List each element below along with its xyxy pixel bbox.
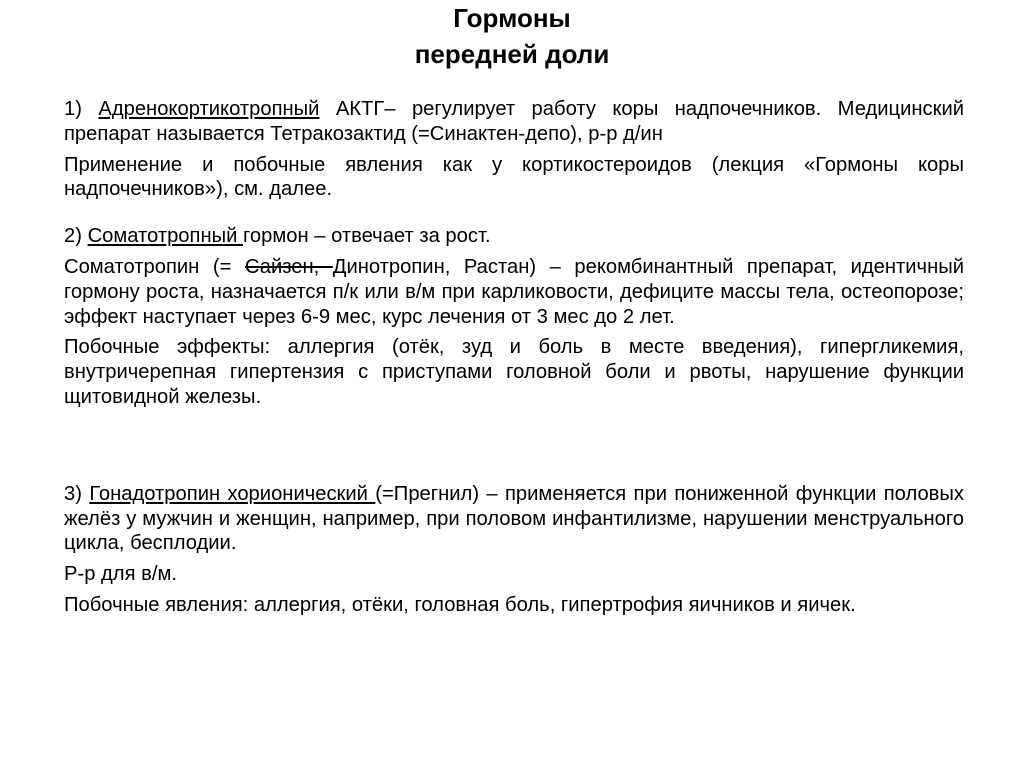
gonadotropin-paragraph <box>64 482 964 556</box>
title-line-2: передней доли <box>414 39 610 69</box>
acth-paragraph <box>64 97 964 147</box>
somatotropin-drug-paragraph <box>64 255 964 329</box>
gonadotropin-description: (=Прегнил) – применяется при пониженной функции половых желёз у мужчин и женщин, например, при половом инфантилизме, нарушении менструального цикла, бесплодии. <box>64 482 965 555</box>
title-line-1: Гормоны <box>453 3 571 33</box>
acth-description: АКТГ– регулирует работу коры надпочечников. Медицинский препарат называется Тетракозактид (=Синактен-депо), р-р д/ин <box>64 98 964 145</box>
slide-title <box>0 0 1024 72</box>
somatotropin-number: 2) <box>64 225 88 248</box>
acth-name: Адренокортикотропный <box>98 98 320 120</box>
somatotropin-struck-drug: Сайзен, <box>244 255 333 278</box>
gonadotropin-number: 3) <box>64 482 90 505</box>
acth-number: 1) <box>64 98 99 120</box>
gonadotropin-side-effects-paragraph: Побочные явления: аллергия, отёки, головная боль, гипертрофия яичников и яичек. <box>64 593 856 616</box>
slide-body <box>64 97 964 618</box>
acth-usage-paragraph: Применение и побочные явления как у кортикостероидов (лекция «Гормоны коры надпочечников»), см. далее. <box>64 153 964 201</box>
somatotropin-side-effects-paragraph: Побочные эффекты: аллергия (отёк, зуд и боль в месте введения), гипергликемия, внутричерепная гипертензия с приступами головной боли и рвоты, нарушение функции щитовидной железы. <box>64 336 964 408</box>
somatotropin-drug-text-a: Соматотропин (= <box>64 255 245 278</box>
gonadotropin-form-paragraph: Р-р для в/м. <box>64 563 177 586</box>
somatotropin-name: Соматотропный <box>87 225 244 248</box>
somatotropin-drug-text-b: Динотропин, Растан) – рекомбинантный препарат, идентичный гормону роста, назначается п/к или в/м при карликовости, дефиците массы тела, остеопорозе; эффект наступает через 6-9 мес, курс лечения от 3 мес до 2 лет. <box>64 255 965 328</box>
somatotropin-heading-paragraph <box>64 224 964 249</box>
gonadotropin-name: Гонадотропин хорионический <box>89 482 376 505</box>
somatotropin-description: гормон – отвечает за рост. <box>243 225 491 248</box>
